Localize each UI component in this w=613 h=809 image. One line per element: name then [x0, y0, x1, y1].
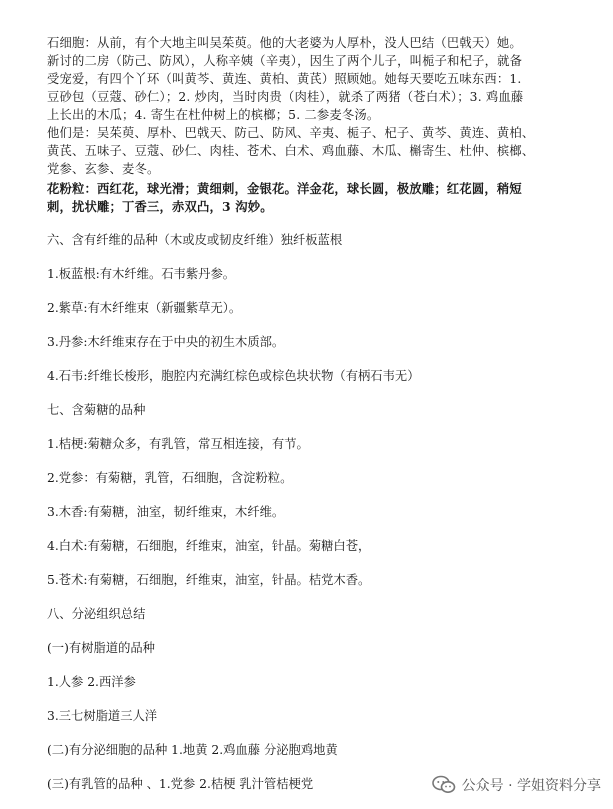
list-item: 3.三七树脂道三人洋: [47, 709, 158, 723]
list-item: 5.苍术:有菊糖，石细胞，纤维束，油室，针晶。桔党木香。: [47, 573, 371, 587]
list-item: 2.紫草:有木纤维束（新疆紫草无）。: [47, 301, 242, 315]
list-item: 4.白术:有菊糖，石细胞，纤维束，油室，针晶。菊糖白苍，: [47, 539, 371, 553]
text-line: 党参、玄参、麦冬。: [47, 162, 160, 176]
text-line: 黄芪、五味子、豆蔻、砂仁、肉桂、苍术、白术、鸡血藤、木瓜、槲寄生、杜仲、槟榔、: [47, 144, 535, 158]
watermark: [432, 775, 601, 795]
stone-cell-paragraph: [47, 34, 567, 178]
text-line: 石细胞：从前，有个大地主叫吴茱萸。他的大老婆为人厚朴，没人巴结（巴戟天）她。: [47, 36, 522, 50]
list-item: 2.党参：有菊糖，乳管，石细胞，含淀粉粒。: [47, 471, 293, 485]
text-line: 新讨的二房（防己、防风），人称辛姨（辛夷），因生了两个儿子，叫栀子和杞子，就备: [47, 54, 523, 68]
list-item: 3.丹参:木纤维束存在于中央的初生木质部。: [47, 335, 285, 349]
text-line: 上长出的木瓜；4. 寄生在杜仲树上的槟榔；5. 二参麦冬汤。: [47, 108, 380, 122]
list-item: 1.桔梗:菊糖众多，有乳管，常互相连接，有节。: [47, 437, 309, 451]
text-line: 花粉粒：西红花，球光滑；黄细刺，金银花。洋金花，球长圆，极放雕；红花圆，稍短: [47, 181, 522, 196]
list-item: 4.石韦:纤维长梭形，胞腔内充满红棕色或棕色块状物（有柄石韦无）: [47, 369, 420, 383]
list-item: 3.木香:有菊糖，油室，韧纤维束，木纤维。: [47, 505, 285, 519]
section-heading: 七、含菊糖的品种: [47, 403, 146, 417]
watermark-text: 公众号 · 学姐资料分享: [461, 778, 601, 794]
list-item: (三)有乳管的品种 、1.党参 2.桔梗 乳汁管桔梗党: [47, 777, 314, 791]
text-line: 受宠爱，有四个丫环（叫黄芩、黄连、黄柏、黄芪）照顾她。她每天要吃五味东西：1.: [47, 72, 522, 86]
list-item: 1.板蓝根:有木纤维。石韦紫丹参。: [47, 267, 236, 281]
list-item: (一)有树脂道的品种: [47, 641, 155, 655]
text-line: 刺，扰状雕；丁香三，赤双凸，3 沟妙。: [47, 199, 273, 214]
list-item: (二)有分泌细胞的品种 1.地黄 2.鸡血藤 分泌胞鸡地黄: [47, 743, 338, 757]
section-heading: 六、含有纤维的品种（木或皮或韧皮纤维）独纤板蓝根: [47, 233, 343, 247]
wechat-icon: [432, 775, 456, 795]
list-item: 1.人参 2.西洋参: [47, 675, 136, 689]
text-line: 他们是：吴茱萸、厚朴、巴戟天、防己、防风、辛夷、栀子、杞子、黄芩、黄连、黄柏、: [47, 126, 535, 140]
section-heading: 八、分泌组织总结: [47, 607, 146, 621]
text-line: 豆砂包（豆蔻、砂仁）；2. 炒肉，当时肉贵（肉桂），就杀了两猪（苍白术）；3. 鸡血藤: [47, 90, 524, 104]
pollen-paragraph: [47, 180, 567, 216]
